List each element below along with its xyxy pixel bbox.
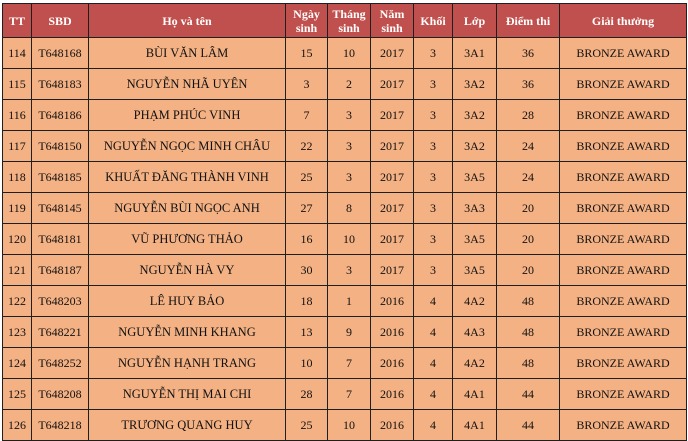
cell-year: 2017: [371, 193, 414, 224]
cell-award: BRONZE AWARD: [560, 255, 687, 286]
cell-award: BRONZE AWARD: [560, 100, 687, 131]
cell-tt: 121: [3, 255, 32, 286]
cell-sbd: T648221: [32, 317, 89, 348]
cell-day: 28: [286, 379, 328, 410]
cell-name: KHUẤT ĐĂNG THÀNH VINH: [89, 162, 286, 193]
cell-score: 44: [497, 379, 560, 410]
cell-score: 48: [497, 317, 560, 348]
table-row: [3, 348, 687, 379]
cell-month: 10: [328, 410, 371, 441]
cell-month: 3: [328, 162, 371, 193]
cell-year: 2017: [371, 69, 414, 100]
cell-sbd: T648181: [32, 224, 89, 255]
cell-tt: 119: [3, 193, 32, 224]
cell-grade: 3: [414, 224, 453, 255]
cell-score: 20: [497, 255, 560, 286]
cell-class: 3A2: [453, 100, 497, 131]
cell-score: 28: [497, 100, 560, 131]
cell-sbd: T648183: [32, 69, 89, 100]
table-row: [3, 38, 687, 69]
cell-tt: 123: [3, 317, 32, 348]
cell-award: BRONZE AWARD: [560, 379, 687, 410]
cell-month: 3: [328, 100, 371, 131]
cell-day: 16: [286, 224, 328, 255]
cell-award: BRONZE AWARD: [560, 162, 687, 193]
cell-tt: 116: [3, 100, 32, 131]
table-row: [3, 162, 687, 193]
cell-day: 25: [286, 162, 328, 193]
table-row: [3, 410, 687, 441]
table-row: [3, 193, 687, 224]
cell-award: BRONZE AWARD: [560, 317, 687, 348]
cell-sbd: T648145: [32, 193, 89, 224]
cell-sbd: T648218: [32, 410, 89, 441]
cell-year: 2017: [371, 255, 414, 286]
header-day-line1: Ngày: [293, 6, 320, 21]
header-year-line1: Năm: [379, 6, 405, 21]
cell-month: 1: [328, 286, 371, 317]
table-row: [3, 317, 687, 348]
cell-class: 3A5: [453, 162, 497, 193]
header-month: [328, 4, 371, 38]
cell-tt: 120: [3, 224, 32, 255]
cell-score: 48: [497, 348, 560, 379]
cell-name: TRƯƠNG QUANG HUY: [89, 410, 286, 441]
cell-day: 22: [286, 131, 328, 162]
cell-sbd: T648185: [32, 162, 89, 193]
cell-name: NGUYỄN NHÃ UYÊN: [89, 69, 286, 100]
cell-award: BRONZE AWARD: [560, 224, 687, 255]
cell-month: 7: [328, 379, 371, 410]
header-year-line2: sinh: [381, 20, 403, 35]
cell-month: 8: [328, 193, 371, 224]
cell-day: 3: [286, 69, 328, 100]
cell-year: 2017: [371, 162, 414, 193]
cell-year: 2017: [371, 131, 414, 162]
award-results-table: [2, 3, 687, 441]
cell-year: 2017: [371, 38, 414, 69]
cell-month: 10: [328, 224, 371, 255]
cell-sbd: T648187: [32, 255, 89, 286]
header-grade: Khối: [414, 4, 453, 38]
cell-grade: 3: [414, 193, 453, 224]
cell-grade: 3: [414, 131, 453, 162]
cell-name: LÊ HUY BẢO: [89, 286, 286, 317]
table-body: [3, 38, 687, 441]
cell-class: 3A5: [453, 224, 497, 255]
cell-grade: 3: [414, 255, 453, 286]
header-sbd: SBD: [32, 4, 89, 38]
cell-class: 3A5: [453, 255, 497, 286]
cell-score: 20: [497, 193, 560, 224]
table-row: [3, 379, 687, 410]
cell-name: NGUYỄN THỊ MAI CHI: [89, 379, 286, 410]
cell-sbd: T648208: [32, 379, 89, 410]
cell-class: 4A3: [453, 317, 497, 348]
cell-grade: 3: [414, 69, 453, 100]
cell-day: 7: [286, 100, 328, 131]
cell-class: 3A2: [453, 69, 497, 100]
cell-tt: 114: [3, 38, 32, 69]
cell-sbd: T648252: [32, 348, 89, 379]
table-row: [3, 255, 687, 286]
cell-class: 3A3: [453, 193, 497, 224]
header-day-line2: sinh: [295, 20, 318, 35]
header-day: [286, 4, 328, 38]
cell-month: 10: [328, 38, 371, 69]
cell-grade: 3: [414, 100, 453, 131]
cell-month: 7: [328, 348, 371, 379]
cell-score: 24: [497, 162, 560, 193]
cell-award: BRONZE AWARD: [560, 348, 687, 379]
cell-score: 36: [497, 69, 560, 100]
cell-award: BRONZE AWARD: [560, 193, 687, 224]
cell-sbd: T648150: [32, 131, 89, 162]
cell-tt: 115: [3, 69, 32, 100]
cell-tt: 126: [3, 410, 32, 441]
cell-name: NGUYỄN BÙI NGỌC ANH: [89, 193, 286, 224]
cell-sbd: T648203: [32, 286, 89, 317]
cell-class: 4A1: [453, 379, 497, 410]
cell-year: 2016: [371, 410, 414, 441]
cell-tt: 118: [3, 162, 32, 193]
cell-grade: 4: [414, 379, 453, 410]
cell-name: BÙI VĂN LÂM: [89, 38, 286, 69]
cell-grade: 4: [414, 348, 453, 379]
cell-grade: 4: [414, 317, 453, 348]
cell-award: BRONZE AWARD: [560, 131, 687, 162]
cell-name: NGUYỄN HẠNH TRANG: [89, 348, 286, 379]
cell-year: 2016: [371, 317, 414, 348]
table-row: [3, 131, 687, 162]
header-tt: TT: [3, 4, 32, 38]
cell-grade: 3: [414, 38, 453, 69]
cell-day: 13: [286, 317, 328, 348]
cell-year: 2016: [371, 379, 414, 410]
cell-name: NGUYỄN MINH KHANG: [89, 317, 286, 348]
header-class: Lớp: [453, 4, 497, 38]
cell-year: 2016: [371, 286, 414, 317]
header-year: [371, 4, 414, 38]
cell-award: BRONZE AWARD: [560, 286, 687, 317]
cell-tt: 117: [3, 131, 32, 162]
cell-grade: 3: [414, 162, 453, 193]
cell-sbd: T648186: [32, 100, 89, 131]
header-score: Điểm thi: [497, 4, 560, 38]
cell-day: 27: [286, 193, 328, 224]
cell-name: NGUYỄN NGỌC MINH CHÂU: [89, 131, 286, 162]
cell-day: 25: [286, 410, 328, 441]
header-month-line2: sinh: [338, 20, 360, 35]
cell-tt: 124: [3, 348, 32, 379]
cell-score: 36: [497, 38, 560, 69]
cell-name: PHẠM PHÚC VINH: [89, 100, 286, 131]
cell-award: BRONZE AWARD: [560, 69, 687, 100]
cell-sbd: T648168: [32, 38, 89, 69]
cell-day: 18: [286, 286, 328, 317]
cell-tt: 125: [3, 379, 32, 410]
cell-name: VŨ PHƯƠNG THẢO: [89, 224, 286, 255]
cell-tt: 122: [3, 286, 32, 317]
cell-award: BRONZE AWARD: [560, 38, 687, 69]
cell-class: 3A2: [453, 131, 497, 162]
cell-class: 4A2: [453, 286, 497, 317]
table-row: [3, 224, 687, 255]
cell-year: 2017: [371, 100, 414, 131]
cell-grade: 4: [414, 286, 453, 317]
table-row: [3, 69, 687, 100]
cell-name: NGUYỄN HÀ VY: [89, 255, 286, 286]
cell-day: 15: [286, 38, 328, 69]
cell-grade: 4: [414, 410, 453, 441]
cell-year: 2016: [371, 348, 414, 379]
cell-award: BRONZE AWARD: [560, 410, 687, 441]
header-name: Họ và tên: [89, 4, 286, 38]
table-row: [3, 286, 687, 317]
cell-day: 10: [286, 348, 328, 379]
cell-score: 20: [497, 224, 560, 255]
cell-month: 2: [328, 69, 371, 100]
header-row: [3, 4, 687, 38]
table-row: [3, 100, 687, 131]
cell-month: 3: [328, 131, 371, 162]
cell-score: 48: [497, 286, 560, 317]
cell-class: 4A1: [453, 410, 497, 441]
cell-class: 4A2: [453, 348, 497, 379]
cell-class: 3A1: [453, 38, 497, 69]
header-month-line1: Tháng: [332, 6, 366, 21]
cell-year: 2017: [371, 224, 414, 255]
header-award: Giải thưởng: [560, 4, 687, 38]
cell-month: 9: [328, 317, 371, 348]
cell-score: 24: [497, 131, 560, 162]
cell-month: 3: [328, 255, 371, 286]
cell-day: 30: [286, 255, 328, 286]
cell-score: 44: [497, 410, 560, 441]
